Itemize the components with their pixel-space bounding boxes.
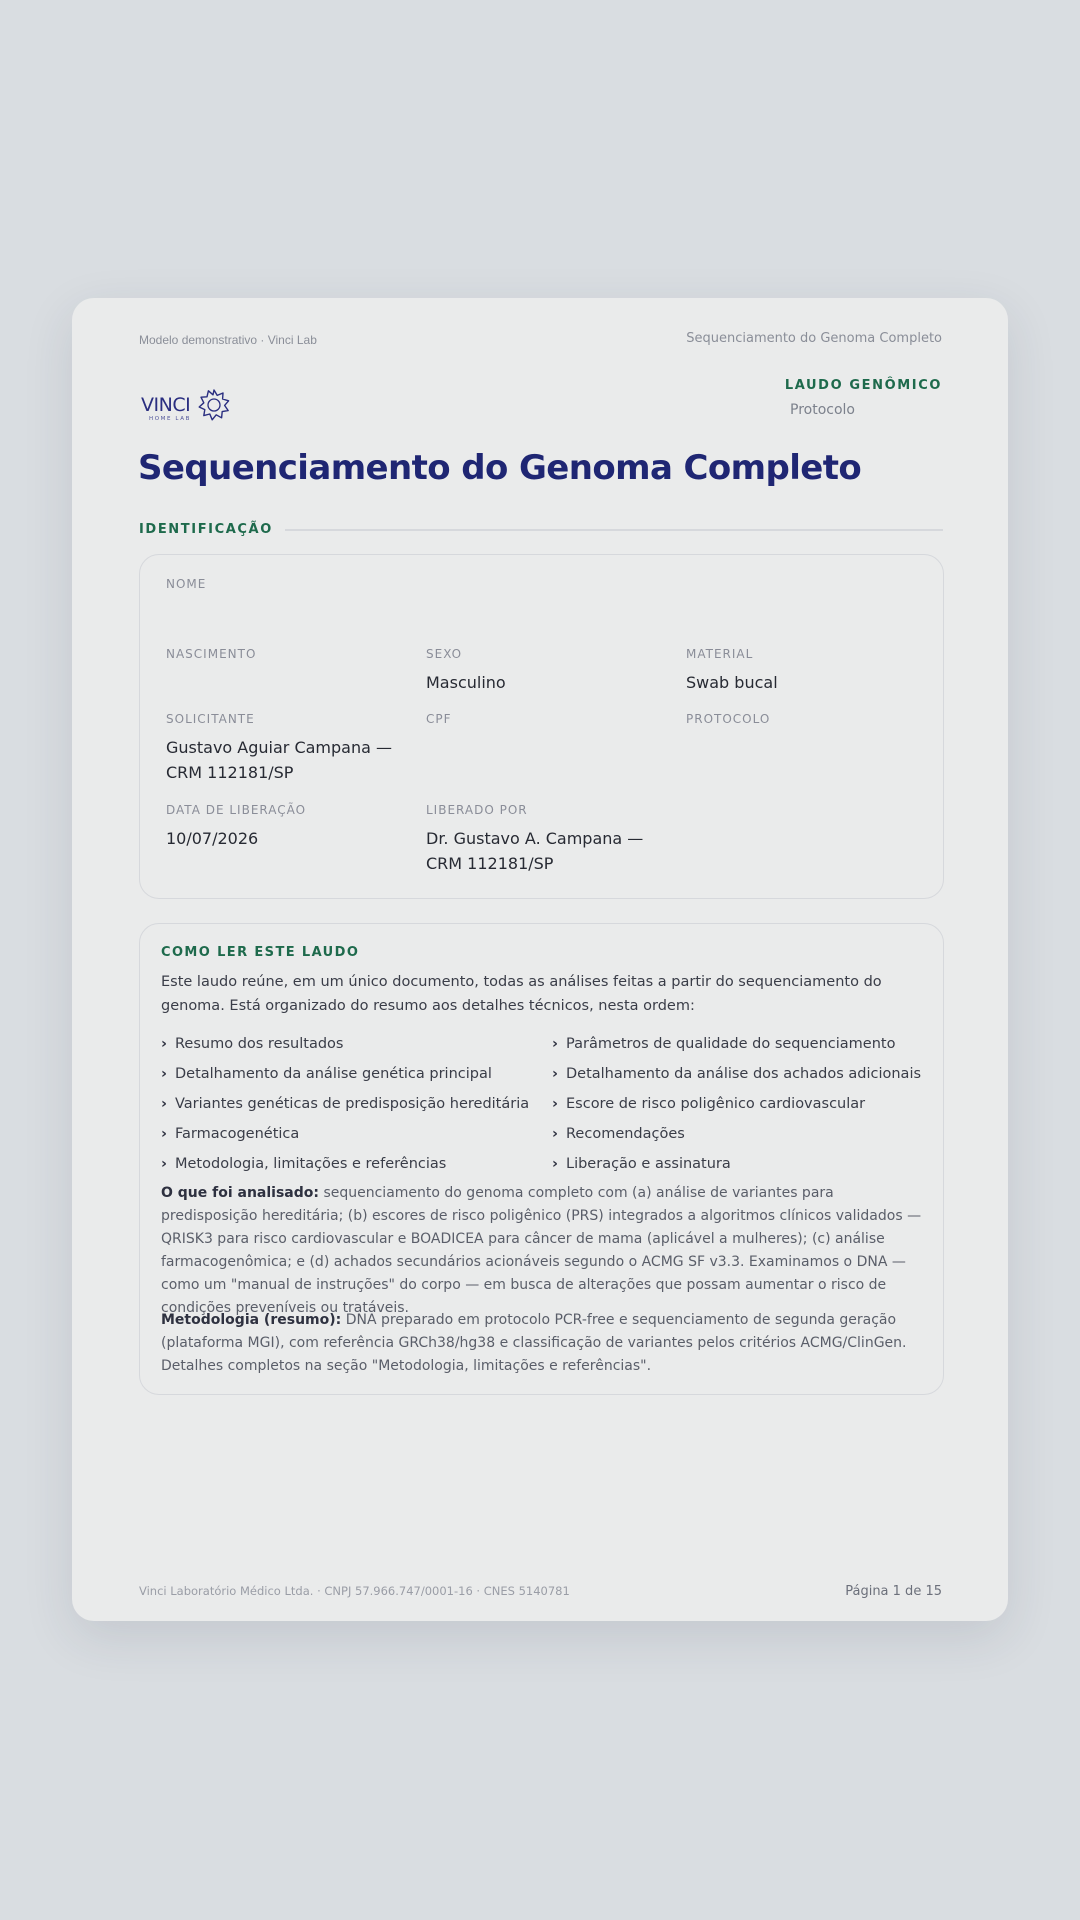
section-divider xyxy=(285,529,943,531)
report-type-label: LAUDO GENÔMICO xyxy=(784,378,942,393)
identification-section-label: IDENTIFICAÇÃO xyxy=(139,522,273,537)
list-item xyxy=(552,1093,921,1117)
list-item-label: Liberação e assinatura xyxy=(566,1156,731,1172)
how-to-read-intro: Este laudo reúne, em um único documento, todas as análises feitas a partir do sequenciamento do genoma. Está organizado do resumo aos detalhes técnicos, nesta ordem: xyxy=(161,974,882,1014)
vinci-logo xyxy=(140,386,232,424)
how-to-read-title: COMO LER ESTE LAUDO xyxy=(161,945,360,960)
field-sex-label: SEXO xyxy=(426,647,463,661)
analyzed-paragraph xyxy=(161,1182,925,1320)
chevron-right-icon: › xyxy=(161,1156,167,1172)
report-sections-list xyxy=(161,1033,921,1177)
chevron-right-icon: › xyxy=(552,1036,558,1052)
field-released-by xyxy=(426,803,651,876)
chevron-right-icon: › xyxy=(161,1096,167,1112)
field-released-by-label: LIBERADO POR xyxy=(426,803,528,817)
field-release-date xyxy=(166,803,306,851)
methodology-label: Metodologia (resumo): xyxy=(161,1312,342,1328)
field-requester-label: SOLICITANTE xyxy=(166,712,255,726)
chevron-right-icon: › xyxy=(552,1126,558,1142)
methodology-text: DNA preparado em protocolo PCR-free e sequenciamento de segunda geração (plataforma MGI), com referência GRCh38/hg38 e classificação de variantes pelos critérios ACMG/ClinGen. Detalhes completos na seção "Metodologia, limitações e referências". xyxy=(161,1312,907,1374)
chevron-right-icon: › xyxy=(161,1036,167,1052)
field-birth-label: NASCIMENTO xyxy=(166,647,257,661)
field-requester xyxy=(166,712,396,785)
list-item xyxy=(161,1123,552,1147)
field-sex-value: Masculino xyxy=(426,673,506,692)
logo-wordmark: VINCI xyxy=(141,394,191,416)
list-item xyxy=(552,1063,921,1087)
chevron-right-icon: › xyxy=(552,1096,558,1112)
field-protocol xyxy=(686,712,770,735)
list-item xyxy=(161,1063,552,1087)
methodology-paragraph xyxy=(161,1309,925,1378)
field-release-date-value: 10/07/2026 xyxy=(166,829,259,848)
page-number: Página 1 de 15 xyxy=(845,1584,942,1599)
list-item xyxy=(552,1153,921,1177)
chevron-right-icon: › xyxy=(552,1156,558,1172)
header-doc-name: Sequenciamento do Genoma Completo xyxy=(686,331,942,346)
field-requester-value: Gustavo Aguiar Campana — CRM 112181/SP xyxy=(166,738,393,782)
list-item-label: Escore de risco poligênico cardiovascular xyxy=(566,1096,866,1112)
analyzed-text: sequenciamento do genoma completo com (a) análise de variantes para predisposição hereditária; (b) escores de risco poligênico (PRS) integrados a algoritmos clínicos validados — QRISK3 para risco cardiovascular e BOADICEA para câncer de mama (aplicável a mulheres); (c) análise farmacogenômica; e (d) achados secundários acionáveis segundo o ACMG SF v3.3. Examinamos o DNA — como um "manual de instruções" do corpo — em busca de alterações que possam aumentar o risco de condições preveníveis ou tratáveis. xyxy=(161,1185,922,1316)
chevron-right-icon: › xyxy=(552,1066,558,1082)
field-name-label: NOME xyxy=(166,577,207,591)
field-protocol-label: PROTOCOLO xyxy=(686,712,771,726)
list-item-label: Metodologia, limitações e referências xyxy=(175,1156,447,1172)
protocol-header-label: Protocolo xyxy=(790,402,855,418)
analyzed-label: O que foi analisado: xyxy=(161,1185,319,1201)
page-title: Sequenciamento do Genoma Completo xyxy=(138,448,862,488)
demo-note: Modelo demonstrativo · Vinci Lab xyxy=(139,333,317,347)
field-material xyxy=(686,647,778,695)
list-item xyxy=(161,1093,552,1117)
list-item xyxy=(552,1033,921,1057)
field-material-value: Swab bucal xyxy=(686,673,778,692)
field-released-by-value: Dr. Gustavo A. Campana — CRM 112181/SP xyxy=(426,829,644,873)
report-page xyxy=(72,298,1008,1621)
identification-section-header xyxy=(139,522,943,537)
list-item-label: Variantes genéticas de predisposição hereditária xyxy=(175,1096,530,1112)
list-item xyxy=(552,1123,921,1147)
list-item-label: Farmacogenética xyxy=(175,1126,300,1142)
identification-card xyxy=(139,554,944,899)
list-item-label: Parâmetros de qualidade do sequenciamento xyxy=(566,1036,896,1052)
logo-gear-icon xyxy=(199,390,228,420)
list-item xyxy=(161,1153,552,1177)
logo-subtitle: HOME LAB xyxy=(149,416,191,422)
how-to-read-card xyxy=(139,923,944,1395)
field-sex xyxy=(426,647,506,695)
field-material-label: MATERIAL xyxy=(686,647,754,661)
chevron-right-icon: › xyxy=(161,1066,167,1082)
list-item-label: Resumo dos resultados xyxy=(175,1036,344,1052)
chevron-right-icon: › xyxy=(161,1126,167,1142)
list-item xyxy=(161,1033,552,1057)
field-cpf xyxy=(426,712,452,735)
footer-company-info: Vinci Laboratório Médico Ltda. · CNPJ 57.966.747/0001-16 · CNES 5140781 xyxy=(139,1584,570,1598)
list-item-label: Detalhamento da análise genética principal xyxy=(175,1066,492,1082)
list-item-label: Recomendações xyxy=(566,1126,685,1142)
field-name xyxy=(166,577,206,600)
field-birth xyxy=(166,647,256,670)
field-release-date-label: DATA DE LIBERAÇÃO xyxy=(166,803,307,817)
list-item-label: Detalhamento da análise dos achados adicionais xyxy=(566,1066,922,1082)
field-cpf-label: CPF xyxy=(426,712,452,726)
